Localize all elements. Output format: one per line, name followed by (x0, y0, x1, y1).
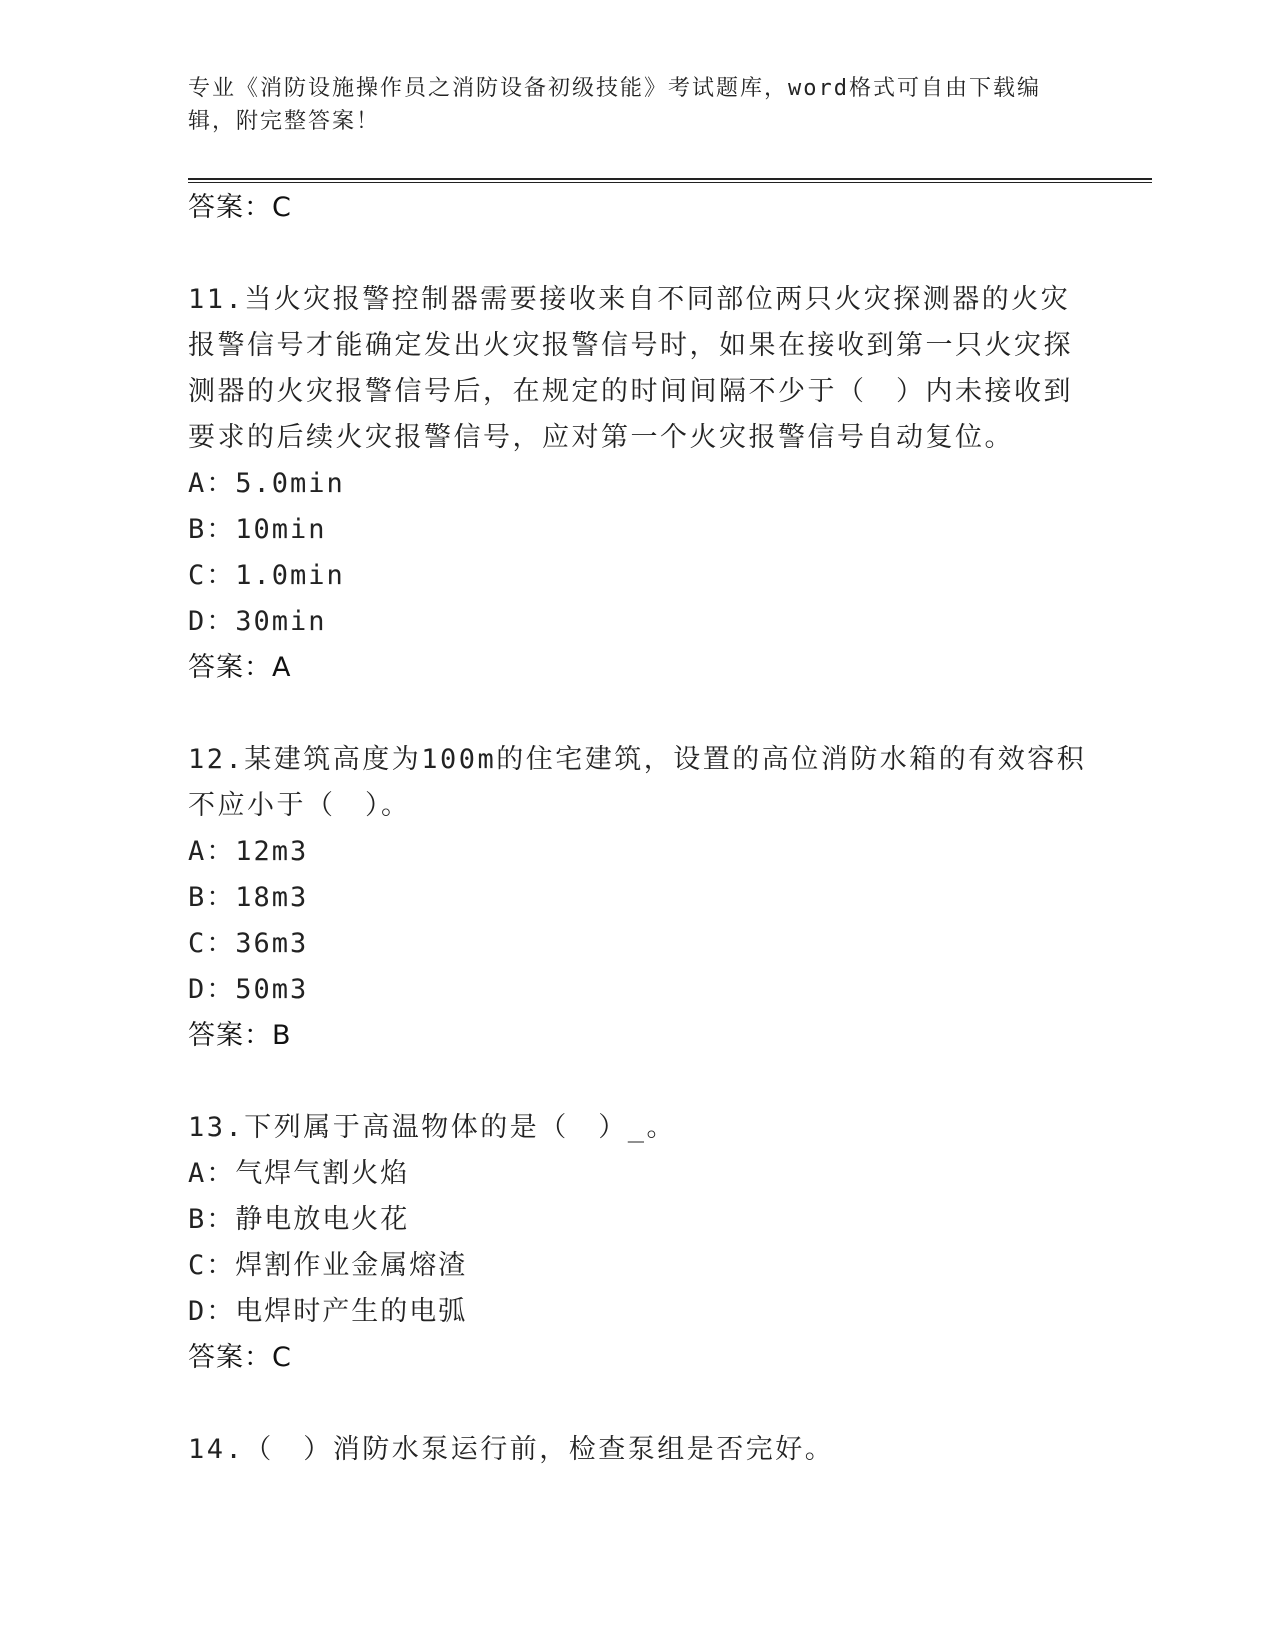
option-a: A：气焊气割火焰 (188, 1158, 410, 1189)
option-d: D：30min (188, 606, 327, 637)
spacer (188, 231, 1088, 277)
question-list (188, 185, 1088, 1473)
header-divider-thin (188, 182, 1152, 183)
question-stem: 11.当火灾报警控制器需要接收来自不同部位两只火灾探测器的火灾报警信号才能确定发出火灾报警信号时，如果在接收到第一只火灾探测器的火灾报警信号后，在规定的时间间隔不少于（ ）内未接收到要求的后续火灾报警信号，应对第一个火灾报警信号自动复位。 (188, 284, 1073, 453)
question-stem: 14.（ ）消防水泵运行前，检查泵组是否完好。 (188, 1434, 835, 1465)
spacer (188, 1059, 1088, 1105)
question-13 (188, 1105, 1088, 1381)
option-c: C：36m3 (188, 928, 309, 959)
document-header: 专业《消防设施操作员之消防设备初级技能》考试题库，word格式可自由下载编辑，附完整答案！ (188, 76, 1041, 134)
header-divider (188, 178, 1152, 180)
question-12 (188, 737, 1088, 1059)
answer-line: 答案：C (188, 192, 292, 223)
option-c: C：焊割作业金属熔渣 (188, 1250, 468, 1281)
answer-line: 答案：A (188, 652, 292, 683)
spacer (188, 1381, 1088, 1427)
question-14 (188, 1427, 1088, 1473)
answer-line: 答案：B (188, 1020, 292, 1051)
answer-line: 答案：C (188, 1342, 292, 1373)
option-b: B：静电放电火花 (188, 1204, 410, 1235)
option-b: B：10min (188, 514, 327, 545)
option-b: B：18m3 (188, 882, 309, 913)
option-a: A：12m3 (188, 836, 309, 867)
question-stem: 13.下列属于高温物体的是（ ）_。 (188, 1112, 677, 1143)
question-11 (188, 277, 1088, 691)
spacer (188, 691, 1088, 737)
option-c: C：1.0min (188, 560, 345, 591)
option-d: D：电焊时产生的电弧 (188, 1296, 468, 1327)
question-stem: 12.某建筑高度为100m的住宅建筑，设置的高位消防水箱的有效容积不应小于（ ）。 (188, 744, 1087, 821)
option-d: D：50m3 (188, 974, 309, 1005)
option-a: A：5.0min (188, 468, 345, 499)
